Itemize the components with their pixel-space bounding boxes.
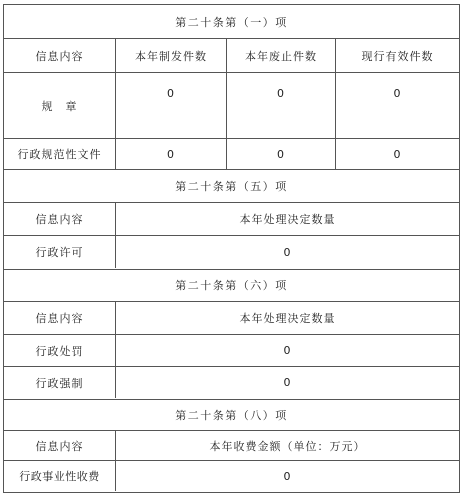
row-label-rules: 规 章 xyxy=(41,99,78,113)
section-licensing xyxy=(3,169,460,270)
table-row xyxy=(4,72,459,138)
section-title-row xyxy=(4,399,459,430)
header-row xyxy=(4,430,459,460)
section-title: 第二十条第（五）项 xyxy=(175,179,288,193)
header-valid-count: 现行有效件数 xyxy=(335,39,459,72)
table-row xyxy=(4,334,459,366)
table-row xyxy=(4,460,459,491)
table-row xyxy=(4,366,459,398)
header-info-content: 信息内容 xyxy=(35,312,84,325)
table-row xyxy=(4,138,459,169)
row-label-normative-docs: 行政规范性文件 xyxy=(17,148,102,161)
value-valid: 0 xyxy=(335,73,459,138)
header-issued-count: 本年制发件数 xyxy=(115,39,226,72)
section-title-row xyxy=(4,269,459,301)
row-label-admin-fees: 行政事业性收费 xyxy=(19,470,100,483)
value-issued: 0 xyxy=(115,139,226,169)
section-title: 第二十条第（八）项 xyxy=(175,408,288,422)
value-abolished: 0 xyxy=(226,139,335,169)
header-row xyxy=(4,38,459,72)
section-fees xyxy=(3,399,460,493)
header-abolished-count: 本年废止件数 xyxy=(226,39,335,72)
value-valid: 0 xyxy=(335,139,459,169)
row-label-enforcement: 行政强制 xyxy=(35,376,84,390)
header-row xyxy=(4,301,459,334)
value-decision-count: 0 xyxy=(115,367,459,398)
header-fee-amount: 本年收费金额（单位：万元） xyxy=(115,431,459,460)
value-decision-count: 0 xyxy=(115,236,459,268)
header-row xyxy=(4,202,459,235)
section-title-row xyxy=(4,169,459,202)
row-label-penalty: 行政处罚 xyxy=(35,344,84,358)
value-issued: 0 xyxy=(115,73,226,138)
section-title-row xyxy=(4,5,459,38)
table-row xyxy=(4,235,459,268)
header-info-content: 信息内容 xyxy=(35,49,84,63)
header-info-content: 信息内容 xyxy=(35,439,84,453)
value-decision-count: 0 xyxy=(115,335,459,366)
section-title: 第二十条第（一）项 xyxy=(175,15,288,29)
value-abolished: 0 xyxy=(226,73,335,138)
row-label-license: 行政许可 xyxy=(35,246,84,259)
section-punishment xyxy=(3,269,460,400)
value-fee-amount: 0 xyxy=(115,461,459,491)
header-info-content: 信息内容 xyxy=(35,213,84,226)
header-decision-count: 本年处理决定数量 xyxy=(115,302,459,334)
section-regulations xyxy=(3,4,460,170)
disclosure-table xyxy=(3,4,460,493)
header-decision-count: 本年处理决定数量 xyxy=(115,203,459,235)
section-title: 第二十条第（六）项 xyxy=(175,279,288,292)
